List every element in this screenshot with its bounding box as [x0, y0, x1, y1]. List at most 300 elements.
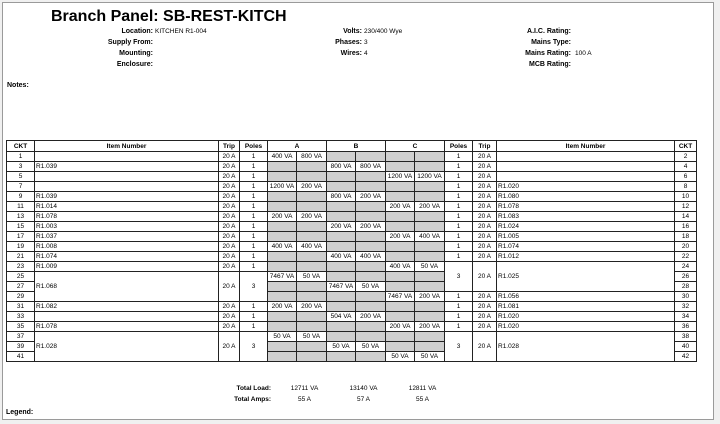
right-item-number: R1.080 — [497, 192, 675, 202]
left-item-number: R1.003 — [35, 222, 219, 232]
supply-label: Supply From: — [107, 39, 153, 46]
phase-a-load-right — [297, 282, 327, 292]
phase-c-load-right: 200 VA — [415, 292, 445, 302]
enclosure-label: Enclosure: — [116, 61, 153, 68]
phase-c-load-right: 200 VA — [415, 202, 445, 212]
phase-a-load-left — [268, 232, 297, 242]
phase-a-load-right — [297, 342, 327, 352]
phase-a-load-left — [268, 252, 297, 262]
right-poles: 1 — [445, 222, 473, 232]
phase-b-load-left — [327, 232, 356, 242]
mains-rating-value: 100 A — [575, 50, 592, 57]
left-trip: 20 A — [219, 172, 240, 182]
right-item-number — [497, 152, 675, 162]
left-item-number: R1.009 — [35, 262, 219, 272]
phase-a-load-left — [268, 192, 297, 202]
phase-a-load-left — [268, 162, 297, 172]
left-item-number: R1.008 — [35, 242, 219, 252]
right-item-number: R1.024 — [497, 222, 675, 232]
phase-c-load-right — [415, 332, 445, 342]
circuit-row — [7, 312, 697, 322]
right-poles: 1 — [445, 182, 473, 192]
right-poles: 1 — [445, 192, 473, 202]
mains-type-label: Mains Type: — [531, 39, 571, 46]
phase-b-load-right: 800 VA — [356, 162, 386, 172]
left-trip: 20 A — [219, 312, 240, 322]
right-circuit-number: 4 — [675, 162, 697, 172]
circuit-row — [7, 202, 697, 212]
circuit-row — [7, 322, 697, 332]
right-trip: 20 A — [473, 242, 497, 252]
phase-b-load-right — [356, 322, 386, 332]
right-poles: 1 — [445, 312, 473, 322]
notes-label: Notes: — [7, 82, 29, 89]
col-ckt-right: CKT — [675, 141, 697, 152]
phase-a-load-right — [297, 262, 327, 272]
phase-c-load-right: 50 VA — [415, 352, 445, 362]
right-item-number: R1.074 — [497, 242, 675, 252]
circuit-row — [7, 242, 697, 252]
phase-a-load-left — [268, 312, 297, 322]
phase-c-load-right: 200 VA — [415, 322, 445, 332]
right-trip: 20 A — [473, 162, 497, 172]
phase-a-load-right — [297, 192, 327, 202]
circuit-row — [7, 162, 697, 172]
phase-b-load-left — [327, 152, 356, 162]
phase-b-load-right — [356, 332, 386, 342]
left-trip: 20 A — [219, 232, 240, 242]
left-circuit-number: 11 — [7, 202, 35, 212]
col-phase-c: C — [386, 141, 445, 152]
right-trip: 20 A — [473, 332, 497, 362]
left-poles: 1 — [240, 262, 268, 272]
left-trip: 20 A — [219, 162, 240, 172]
phase-a-load-right — [297, 322, 327, 332]
phase-b-load-right — [356, 272, 386, 282]
left-item-number: R1.037 — [35, 232, 219, 242]
phase-b-load-right — [356, 262, 386, 272]
phase-b-load-left — [327, 262, 356, 272]
col-ckt-left: CKT — [7, 141, 35, 152]
left-item-number — [35, 152, 219, 162]
left-item-number: R1.028 — [35, 332, 219, 362]
phase-c-load-left: 50 VA — [386, 352, 415, 362]
phase-b-load-left: 504 VA — [327, 312, 356, 322]
phase-b-load-left — [327, 302, 356, 312]
right-item-number: R1.020 — [497, 322, 675, 332]
wires-label: Wires: — [340, 50, 362, 57]
right-poles: 1 — [445, 242, 473, 252]
left-circuit-number: 35 — [7, 322, 35, 332]
right-item-number: R1.005 — [497, 232, 675, 242]
left-item-number — [35, 182, 219, 192]
phase-c-load-left: 200 VA — [386, 322, 415, 332]
left-poles: 1 — [240, 222, 268, 232]
phase-a-load-left — [268, 262, 297, 272]
left-circuit-number: 13 — [7, 212, 35, 222]
phase-b-load-left: 800 VA — [327, 192, 356, 202]
phase-c-load-left — [386, 162, 415, 172]
right-circuit-number: 42 — [675, 352, 697, 362]
phase-c-load-left — [386, 182, 415, 192]
right-trip: 20 A — [473, 252, 497, 262]
total-amps-label: Total Amps: — [234, 396, 271, 403]
col-item-left: Item Number — [35, 141, 219, 152]
left-trip: 20 A — [219, 182, 240, 192]
phase-c-load-right — [415, 312, 445, 322]
panel-title: Branch Panel: SB-REST-KITCH — [51, 8, 287, 25]
left-circuit-number: 25 — [7, 272, 35, 282]
phase-a-load-right — [297, 292, 327, 302]
phases-label: Phases: — [335, 39, 362, 46]
phase-c-load-right — [415, 302, 445, 312]
left-circuit-number: 3 — [7, 162, 35, 172]
left-trip: 20 A — [219, 252, 240, 262]
phase-b-load-right — [356, 152, 386, 162]
phase-b-load-right — [356, 302, 386, 312]
left-trip: 20 A — [219, 322, 240, 332]
left-item-number: R1.039 — [35, 162, 219, 172]
right-trip: 20 A — [473, 312, 497, 322]
right-trip: 20 A — [473, 182, 497, 192]
phase-a-load-left: 400 VA — [268, 152, 297, 162]
col-trip-right: Trip — [473, 141, 497, 152]
total-amps-a: 55 A — [297, 396, 311, 403]
mains-rating-label: Mains Rating: — [525, 50, 571, 57]
right-poles: 1 — [445, 152, 473, 162]
left-poles: 1 — [240, 172, 268, 182]
phase-a-load-left: 200 VA — [268, 212, 297, 222]
right-trip: 20 A — [473, 192, 497, 202]
left-poles: 1 — [240, 302, 268, 312]
right-trip: 20 A — [473, 152, 497, 162]
left-item-number: R1.039 — [35, 192, 219, 202]
left-trip: 20 A — [219, 262, 240, 272]
right-trip: 20 A — [473, 262, 497, 292]
total-load-a: 12711 VA — [290, 385, 319, 392]
total-amps-c: 55 A — [415, 396, 429, 403]
right-item-number — [497, 172, 675, 182]
right-poles: 1 — [445, 302, 473, 312]
left-poles: 1 — [240, 212, 268, 222]
right-poles: 1 — [445, 252, 473, 262]
right-item-number: R1.083 — [497, 212, 675, 222]
left-trip: 20 A — [219, 222, 240, 232]
left-circuit-number: 23 — [7, 262, 35, 272]
phase-b-load-right — [356, 242, 386, 252]
left-item-number: R1.078 — [35, 322, 219, 332]
right-circuit-number: 34 — [675, 312, 697, 322]
left-item-number: R1.014 — [35, 202, 219, 212]
right-circuit-number: 10 — [675, 192, 697, 202]
right-trip: 20 A — [473, 292, 497, 302]
left-circuit-number: 5 — [7, 172, 35, 182]
left-circuit-number: 21 — [7, 252, 35, 262]
phase-a-load-right — [297, 352, 327, 362]
right-poles: 1 — [445, 172, 473, 182]
phase-c-load-left: 200 VA — [386, 232, 415, 242]
total-amps-b: 57 A — [356, 396, 370, 403]
phase-b-load-right — [356, 172, 386, 182]
col-poles-right: Poles — [445, 141, 473, 152]
left-circuit-number: 31 — [7, 302, 35, 312]
phase-b-load-left — [327, 202, 356, 212]
phase-a-load-left — [268, 222, 297, 232]
circuit-schedule-table — [6, 140, 697, 362]
left-circuit-number: 27 — [7, 282, 35, 292]
phase-c-load-right — [415, 222, 445, 232]
circuit-row — [7, 192, 697, 202]
phase-a-load-left — [268, 282, 297, 292]
right-poles: 1 — [445, 322, 473, 332]
phase-a-load-right — [297, 202, 327, 212]
phase-b-load-left — [327, 212, 356, 222]
left-circuit-number: 41 — [7, 352, 35, 362]
right-circuit-number: 36 — [675, 322, 697, 332]
phase-a-load-right — [297, 172, 327, 182]
right-item-number: R1.025 — [497, 262, 675, 292]
phase-c-load-right: 1200 VA — [415, 172, 445, 182]
left-poles: 1 — [240, 192, 268, 202]
left-poles: 1 — [240, 242, 268, 252]
phase-b-load-left: 7467 VA — [327, 282, 356, 292]
phase-a-load-left — [268, 352, 297, 362]
left-poles: 1 — [240, 202, 268, 212]
phase-a-load-right — [297, 232, 327, 242]
phase-c-load-left — [386, 242, 415, 252]
right-trip: 20 A — [473, 222, 497, 232]
total-load-b: 13140 VA — [349, 385, 378, 392]
phase-b-load-left: 800 VA — [327, 162, 356, 172]
right-circuit-number: 32 — [675, 302, 697, 312]
phase-c-load-left — [386, 342, 415, 352]
left-item-number: R1.078 — [35, 212, 219, 222]
right-poles: 3 — [445, 332, 473, 362]
left-circuit-number: 33 — [7, 312, 35, 322]
right-trip: 20 A — [473, 172, 497, 182]
left-item-number: R1.082 — [35, 302, 219, 312]
right-poles: 1 — [445, 162, 473, 172]
right-poles: 1 — [445, 202, 473, 212]
right-circuit-number: 6 — [675, 172, 697, 182]
right-circuit-number: 20 — [675, 242, 697, 252]
right-poles: 3 — [445, 262, 473, 292]
phase-b-load-left — [327, 272, 356, 282]
col-trip-left: Trip — [219, 141, 240, 152]
right-circuit-number: 18 — [675, 232, 697, 242]
volts-value: 230/400 Wye — [364, 28, 403, 35]
phase-c-load-left: 200 VA — [386, 202, 415, 212]
phase-a-load-right: 200 VA — [297, 212, 327, 222]
phase-b-load-left: 200 VA — [327, 222, 356, 232]
phase-a-load-right: 50 VA — [297, 332, 327, 342]
phase-c-load-right — [415, 272, 445, 282]
right-circuit-number: 16 — [675, 222, 697, 232]
phase-c-load-right — [415, 182, 445, 192]
left-circuit-number: 19 — [7, 242, 35, 252]
phase-c-load-left — [386, 252, 415, 262]
phase-a-load-right: 200 VA — [297, 182, 327, 192]
phase-a-load-left — [268, 292, 297, 302]
location-label: Location: — [121, 28, 153, 35]
circuit-row — [7, 332, 697, 342]
right-circuit-number: 28 — [675, 282, 697, 292]
phase-a-load-left — [268, 322, 297, 332]
circuit-row — [7, 212, 697, 222]
phase-c-load-left — [386, 212, 415, 222]
left-item-number: R1.068 — [35, 272, 219, 302]
right-item-number: R1.020 — [497, 182, 675, 192]
phase-a-load-right — [297, 162, 327, 172]
right-item-number: R1.078 — [497, 202, 675, 212]
total-load-c: 12811 VA — [408, 385, 437, 392]
phase-a-load-right — [297, 312, 327, 322]
left-circuit-number: 9 — [7, 192, 35, 202]
left-circuit-number: 15 — [7, 222, 35, 232]
phase-b-load-left — [327, 332, 356, 342]
left-trip: 20 A — [219, 212, 240, 222]
phase-a-load-left: 7467 VA — [268, 272, 297, 282]
circuit-row — [7, 232, 697, 242]
left-trip: 20 A — [219, 152, 240, 162]
phase-b-load-right: 200 VA — [356, 222, 386, 232]
left-poles: 3 — [240, 332, 268, 362]
left-poles: 1 — [240, 152, 268, 162]
col-item-right: Item Number — [497, 141, 675, 152]
table-header-row — [7, 141, 697, 152]
left-poles: 1 — [240, 312, 268, 322]
phase-c-load-left — [386, 312, 415, 322]
phase-c-load-right — [415, 212, 445, 222]
phase-a-load-left: 50 VA — [268, 332, 297, 342]
right-circuit-number: 2 — [675, 152, 697, 162]
right-circuit-number: 26 — [675, 272, 697, 282]
left-item-number — [35, 312, 219, 322]
phase-b-load-right — [356, 202, 386, 212]
phase-c-load-right: 400 VA — [415, 232, 445, 242]
right-item-number: R1.056 — [497, 292, 675, 302]
circuit-row — [7, 252, 697, 262]
phase-a-load-left: 400 VA — [268, 242, 297, 252]
right-trip: 20 A — [473, 232, 497, 242]
phase-a-load-right — [297, 252, 327, 262]
circuit-row — [7, 152, 697, 162]
left-circuit-number: 29 — [7, 292, 35, 302]
phase-c-load-left — [386, 332, 415, 342]
phase-b-load-right — [356, 292, 386, 302]
phase-c-load-left: 400 VA — [386, 262, 415, 272]
left-trip: 20 A — [219, 302, 240, 312]
mcb-label: MCB Rating: — [529, 61, 571, 68]
phase-c-load-right — [415, 242, 445, 252]
left-poles: 1 — [240, 182, 268, 192]
phase-c-load-left: 1200 VA — [386, 172, 415, 182]
aic-label: A.I.C. Rating: — [527, 28, 571, 35]
circuit-row — [7, 262, 697, 272]
phase-c-load-left — [386, 302, 415, 312]
right-poles: 1 — [445, 212, 473, 222]
left-circuit-number: 17 — [7, 232, 35, 242]
header-right — [3, 26, 714, 74]
right-circuit-number: 12 — [675, 202, 697, 212]
phase-b-load-right — [356, 352, 386, 362]
left-circuit-number: 1 — [7, 152, 35, 162]
phase-b-load-right: 200 VA — [356, 312, 386, 322]
legend-label: Legend: — [6, 409, 34, 416]
right-poles: 1 — [445, 232, 473, 242]
right-trip: 20 A — [473, 202, 497, 212]
left-poles: 1 — [240, 252, 268, 262]
right-trip: 20 A — [473, 212, 497, 222]
phase-c-load-left — [386, 282, 415, 292]
phase-a-load-right: 50 VA — [297, 272, 327, 282]
right-circuit-number: 30 — [675, 292, 697, 302]
phase-c-load-left: 7467 VA — [386, 292, 415, 302]
phase-c-load-right — [415, 192, 445, 202]
right-item-number: R1.028 — [497, 332, 675, 362]
phase-b-load-left — [327, 292, 356, 302]
left-circuit-number: 37 — [7, 332, 35, 342]
phase-a-load-left: 200 VA — [268, 302, 297, 312]
circuit-row — [7, 302, 697, 312]
left-poles: 3 — [240, 272, 268, 302]
volts-label: Volts: — [343, 28, 362, 35]
phase-c-load-right — [415, 342, 445, 352]
right-trip: 20 A — [473, 302, 497, 312]
phase-b-load-right — [356, 212, 386, 222]
phase-c-load-right — [415, 152, 445, 162]
phase-c-load-left — [386, 192, 415, 202]
left-trip: 20 A — [219, 272, 240, 302]
right-poles: 1 — [445, 292, 473, 302]
phase-c-load-right: 50 VA — [415, 262, 445, 272]
left-trip: 20 A — [219, 332, 240, 362]
phase-a-load-left — [268, 342, 297, 352]
right-item-number: R1.081 — [497, 302, 675, 312]
location-value: KITCHEN R1-004 — [155, 28, 207, 35]
right-circuit-number: 22 — [675, 252, 697, 262]
phase-c-load-left — [386, 222, 415, 232]
left-trip: 20 A — [219, 192, 240, 202]
phase-c-load-right — [415, 282, 445, 292]
left-item-number: R1.074 — [35, 252, 219, 262]
right-item-number: R1.012 — [497, 252, 675, 262]
left-circuit-number: 39 — [7, 342, 35, 352]
left-poles: 1 — [240, 322, 268, 332]
phase-a-load-left: 1200 VA — [268, 182, 297, 192]
right-circuit-number: 24 — [675, 262, 697, 272]
panel-sheet — [2, 2, 714, 420]
phase-b-load-right: 400 VA — [356, 252, 386, 262]
phase-b-load-left — [327, 242, 356, 252]
right-trip: 20 A — [473, 322, 497, 332]
right-item-number — [497, 162, 675, 172]
phase-a-load-left — [268, 172, 297, 182]
phase-b-load-left — [327, 182, 356, 192]
phase-c-load-right — [415, 162, 445, 172]
phase-a-load-right: 400 VA — [297, 242, 327, 252]
phase-b-load-right — [356, 232, 386, 242]
total-load-label: Total Load: — [236, 385, 271, 392]
circuit-row — [7, 172, 697, 182]
phase-b-load-right: 200 VA — [356, 192, 386, 202]
left-item-number — [35, 172, 219, 182]
phase-b-load-right: 50 VA — [356, 282, 386, 292]
phase-c-load-left — [386, 272, 415, 282]
circuit-row — [7, 222, 697, 232]
phase-c-load-right — [415, 252, 445, 262]
left-trip: 20 A — [219, 202, 240, 212]
